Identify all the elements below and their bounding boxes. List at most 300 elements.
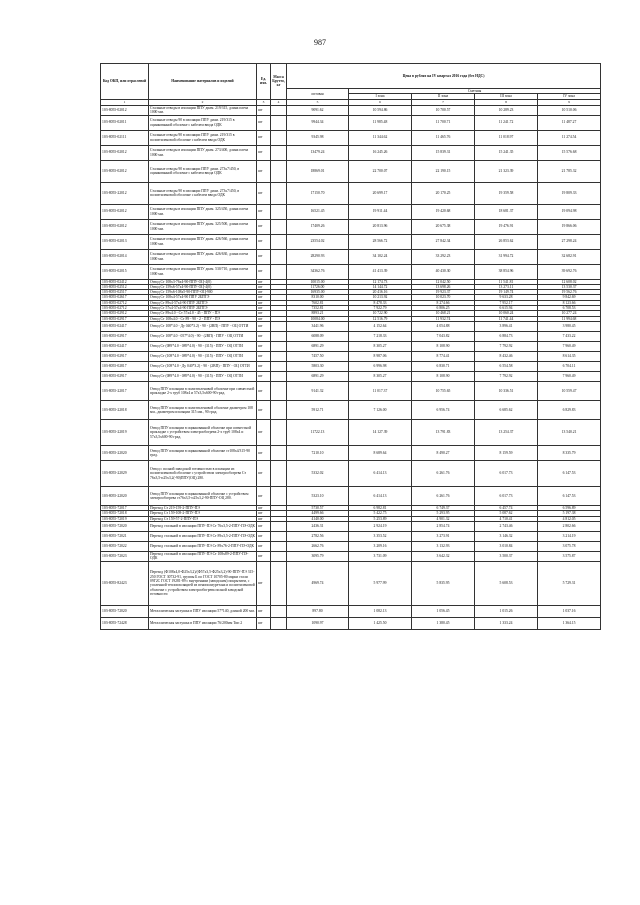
row-zone-2-price: 8 274.66 [412,300,475,305]
price-table [100,63,601,630]
row-unit: шт [257,295,271,300]
row-code: 103-8055-02817 [101,361,149,371]
row-unit: шт [257,521,271,531]
row-unit: шт [257,341,271,351]
row-zone-3-price: 19 476.91 [475,219,538,234]
row-mass [271,361,287,371]
row-zone-1-price: 34 102.24 [349,249,412,264]
row-zone-4-price: 32 682.91 [538,249,601,264]
table-row [101,341,601,351]
row-name: Стальные отводы 90 в изоляции ППУ диам. 219/315 в оцинкованной оболочке с кабелем ввода ОДК [149,115,257,130]
row-zone-3-price: 5 087.62 [475,511,538,516]
table-row [101,115,601,130]
row-zone-2-price: 6 956.74 [412,400,475,419]
row-zone-3-price: 6 884.73 [475,331,538,341]
row-zone-4-price: 8 614.35 [538,351,601,361]
row-zone-2-price: 8 490.27 [412,445,475,460]
row-zone-2-price: 6 806.25 [412,306,475,311]
row-zone-1-price: 3 353.52 [349,531,412,541]
row-zone-4-price: 7 433.22 [538,331,601,341]
row-wholesale-price: 11726.00 [287,284,349,289]
row-zone-2-price: 33 292.23 [412,249,475,264]
row-zone-2-price: 3 273.91 [412,531,475,541]
row-code: 103-8055-02013 [101,234,149,249]
row-zone-3-price: 3 896.41 [475,321,538,331]
row-unit: шт [257,551,271,561]
row-mass [271,617,287,629]
row-mass [271,351,287,361]
row-zone-3-price: 18 681.37 [475,204,538,219]
row-zone-1-price: 6 414.13 [349,486,412,505]
row-zone-3-price: 11 241.72 [475,115,538,130]
row-zone-3-price: 7 792.92 [475,341,538,351]
row-zone-3-price: 9 633.28 [475,295,538,300]
row-zone-1-price: 6 996.98 [349,361,412,371]
row-zone-1-price: 5 977.99 [349,561,412,605]
row-zone-3-price: 10 289.23 [475,105,538,115]
col-number: 8 [475,99,538,105]
table-row [101,551,601,561]
row-wholesale-price: 9345.98 [287,130,349,145]
row-zone-1-price: 6 982.81 [349,505,412,510]
row-zone-1-price: 10 213.92 [349,295,412,300]
col-number: 1 [101,99,149,105]
row-code: 103-8055-22029 [101,460,149,486]
row-mass [271,486,287,505]
row-zone-3-price: 26 853.62 [475,234,538,249]
row-code: 103-8055-02917 [101,371,149,381]
row-zone-3-price: 11 541.81 [475,279,538,284]
header-zone-1: I зона [349,94,412,99]
row-zone-3-price: 6 615.94 [475,306,538,311]
row-wholesale-price: 7457.50 [287,351,349,361]
row-zone-2-price: 5 835.95 [412,561,475,605]
row-code: 103-8055-02512 [101,284,149,289]
row-name: Отвод Ст (089*4.0 - 089*4.0) - 90 - (315) - ППУ - ОЦ ОТТИ [149,341,257,351]
row-zone-2-price: 13 791.83 [412,419,475,445]
row-zone-4-price: 39 692.76 [538,264,601,279]
row-mass [271,264,287,279]
row-mass [271,130,287,145]
row-code: 103-8055-02917 [101,316,149,321]
row-unit: шт [257,115,271,130]
row-zone-4-price: 6 829.83 [538,400,601,419]
header-price-title: Цена в рублях на IV квартал 2016 года (без НДС) [287,64,601,89]
row-zone-3-price: 8 159.59 [475,445,538,460]
row-zone-1-price: 14 144.72 [349,284,412,289]
row-mass [271,445,287,460]
row-code: 103-8055-02015 [101,264,149,279]
row-name: Стальные отводы 90 в изоляции ППУ диам. 273х7/450, в полиэтиленовой оболочке с кабелем ввода ОДК [149,182,257,204]
row-mass [271,551,287,561]
row-unit: шт [257,105,271,115]
row-zone-1-price: 8 689.64 [349,445,412,460]
row-zone-1-price: 19 911.44 [349,204,412,219]
row-unit: шт [257,145,271,160]
row-zone-1-price: 20 813.96 [349,219,412,234]
row-name: Стальные отводы в изоляции ППУ диам. 273/400, длина плеча 1000 мм. [149,145,257,160]
row-wholesale-price: 4140.00 [287,516,349,521]
row-unit: шт [257,130,271,145]
row-zone-4-price: 6 596.89 [538,505,601,510]
row-zone-3-price: 11 741.44 [475,316,538,321]
table-row [101,160,601,182]
row-code: 103-8055-72017 [101,505,149,510]
row-zone-1-price: 8 305.27 [349,371,412,381]
row-unit: шт [257,516,271,521]
row-wholesale-price: 2662.76 [287,541,349,551]
row-zone-4-price: 6 708.53 [538,306,601,311]
row-unit: шт [257,234,271,249]
row-zone-3-price: 7 792.92 [475,371,538,381]
row-code: 103-8055-22018 [101,400,149,419]
row-mass [271,341,287,351]
row-name: Переход стальной в изоляции ППУ-ПЭ Ст 89х3,5-2-ППУ-ПЭ-ОДК [149,531,257,541]
table-row [101,219,601,234]
row-zone-1-price: 2 924.19 [349,521,412,531]
row-unit: шт [257,290,271,295]
row-zone-2-price: 5 293.95 [412,511,475,516]
table-row [101,331,601,341]
table-row [101,130,601,145]
row-zone-1-price: 7 218.33 [349,331,412,341]
row-zone-1-price: 1 425.50 [349,617,412,629]
row-unit: шт [257,486,271,505]
row-unit: шт [257,331,271,341]
row-unit: шт [257,204,271,219]
row-zone-4-price: 27 298.24 [538,234,601,249]
row-code: 103-8055-72022 [101,541,149,551]
table-row [101,234,601,249]
row-wholesale-price: 5912.71 [287,400,349,419]
row-zone-1-price: 12 516.79 [349,316,412,321]
row-code: 103-8055-02417 [101,341,149,351]
row-zone-2-price: 13 698.26 [412,284,475,289]
row-mass [271,541,287,551]
row-unit: шт [257,419,271,445]
row-zone-2-price: 8 108.90 [412,341,475,351]
row-zone-4-price: 9 842.69 [538,295,601,300]
row-name: Стальные отводы в изоляции ППУ диам. 426/630, длина плеча 1000 мм. [149,249,257,264]
row-zone-3-price: 21 323.39 [475,160,538,182]
row-zone-1-price: 4 152.64 [349,321,412,331]
row-wholesale-price: 9091.62 [287,105,349,115]
row-wholesale-price: 5323.10 [287,486,349,505]
row-wholesale-price: 5803.30 [287,361,349,371]
row-name: Отвод Ст 108х4.0 - Ст 89 - 90 - 2 - ППУ - ПЭ [149,316,257,321]
row-zone-3-price: 13 254.37 [475,419,538,445]
row-zone-1-price: 7 922.79 [349,306,412,311]
row-zone-4-price: 7 960.49 [538,371,601,381]
row-zone-2-price: 22 190.15 [412,160,475,182]
header-mass: Масса Брутто, кг [271,64,287,100]
table-row [101,204,601,219]
row-mass [271,249,287,264]
row-name: Отвод ППУ изоляции в полиэтиленовой оболочке при совместной прокладке 2-х труб 108х4 и 57х3,5х600-90 град. [149,381,257,400]
row-zone-3-price: 19 359.58 [475,182,538,204]
row-zone-2-price: 19 923.37 [412,290,475,295]
row-code: 103-8055-72020 [101,605,149,617]
row-zone-4-price: 6 704.11 [538,361,601,371]
row-name: Стальные отводы в изоляции ППУ диам. 325/500, длина плеча 1000 мм. [149,219,257,234]
header-name: Наименование материалов и изделий [149,64,257,100]
row-code: 103-8055-02917 [101,351,149,361]
row-code: 103-8055-22020 [101,486,149,505]
row-wholesale-price: 3441.96 [287,321,349,331]
row-zone-1-price: 28 566.72 [349,234,412,249]
row-name: Стальные отводы в изоляции ППУ диам. 325/450, длина плеча 1000 мм. [149,204,257,219]
row-zone-1-price: 20 699.17 [349,182,412,204]
row-zone-2-price: 20 675.38 [412,219,475,234]
row-name: Отвод с полной заводской готовностью в изоляции из полиэтиленовой оболочке с устройством электрообогрева Ст 76х3,5-п25х3,2(-90)ППУ(ОЦ) 280. [149,460,257,486]
row-name: Переход стальной в изоляции ППУ-ПЭ Ст 89х76-2-ППУ-ПЭ-ОДК [149,541,257,551]
row-wholesale-price: 4969.74 [287,561,349,605]
row-zone-1-price: 20 416.16 [349,290,412,295]
row-zone-2-price: 10 468.21 [412,311,475,316]
row-zone-2-price: 7 043.82 [412,331,475,341]
col-number: 9 [538,99,601,105]
row-code: 103-8055-02712 [101,306,149,311]
row-zone-3-price: 15 241.35 [475,145,538,160]
row-name: Отвод ППУ изоляции в оцинкованной оболочке ст108х4/315-90 град. [149,445,257,460]
table-row [101,361,601,371]
row-name: Отвод Ст 159х6-108х5-90-ППУ-ОЦ-900 [149,290,257,295]
row-name: Стальные отводы 90 в изоляции ППУ диам. 219/315 в полиэтиленовой оболочке с кабелем ввода ОДК [149,130,257,145]
row-wholesale-price: 10015.00 [287,279,349,284]
row-zone-3-price: 2 743.46 [475,521,538,531]
row-mass [271,219,287,234]
row-mass [271,331,287,341]
row-zone-2-price: 19 420.68 [412,204,475,219]
table-row [101,351,601,361]
row-zone-2-price: 1 380.45 [412,617,475,629]
row-unit: шт [257,311,271,316]
row-zone-4-price: 19 866.06 [538,219,601,234]
row-unit: шт [257,284,271,289]
row-zone-3-price: 3 146.32 [475,531,538,541]
table-row [101,531,601,541]
row-unit: шт [257,264,271,279]
col-number: 5 [287,99,349,105]
row-unit: шт [257,605,271,617]
row-mass [271,160,287,182]
table-row [101,521,601,531]
table-row [101,605,601,617]
row-code: 103-8055-02417 [101,321,149,331]
row-mass [271,204,287,219]
table-body [101,105,601,629]
row-zone-4-price: 13 540.21 [538,419,601,445]
row-wholesale-price: 13479.24 [287,145,349,160]
row-zone-2-price: 3 642.32 [412,551,475,561]
row-name: Отвод ППУ изоляции в оцинкованной оболочке при совместной прокладке с устройством электрообогрева 2-х труб 108х4 и 57х3,5х600-90 град. [149,419,257,445]
row-code: 103-8055-02012 [101,145,149,160]
row-mass [271,419,287,445]
row-zone-1-price: 5 422.75 [349,511,412,516]
row-zone-3-price: 1 015.26 [475,605,538,617]
row-wholesale-price: 28290.93 [287,249,349,264]
row-code: 103-8055-02012 [101,204,149,219]
page-number: 987 [314,38,326,47]
col-number: 2 [149,99,257,105]
row-wholesale-price: 9141.32 [287,381,349,400]
row-wholesale-price: 17150.70 [287,182,349,204]
row-zone-3-price: 3 500.37 [475,551,538,561]
row-zone-4-price: 10 559.47 [538,381,601,400]
row-unit: шт [257,249,271,264]
header-zone-3: III зона [475,94,538,99]
row-zone-3-price: 5 608.53 [475,561,538,605]
row-name: Отвод Ст 108х3-76х4-90-ППУ-ОЦ-4(0) [149,279,257,284]
row-zone-3-price: 6 554.58 [475,361,538,371]
row-zone-1-price: 11 985.48 [349,115,412,130]
table-row [101,321,601,331]
row-code: 103-8055-22019 [101,419,149,445]
row-zone-4-price: 8 123.66 [538,300,601,305]
row-unit: шт [257,400,271,419]
row-zone-2-price: 6 261.76 [412,486,475,505]
row-wholesale-price: 18869.01 [287,160,349,182]
table-row [101,460,601,486]
row-name: Отвод Ст 57х4-57х4-90 ППУ 2БПТЭ [149,306,257,311]
row-wholesale-price: 8310.00 [287,295,349,300]
row-zone-3-price: 7 952.17 [475,300,538,305]
row-zone-4-price: 5 197.38 [538,511,601,516]
row-unit: шт [257,160,271,182]
table-row [101,486,601,505]
row-unit: шт [257,541,271,551]
row-zone-4-price: 3 075.78 [538,541,601,551]
row-name: Металлическая заглушка в ППУ изоляции 57*140, длиной 200 мм. [149,605,257,617]
table-row [101,182,601,204]
col-number: 6 [349,99,412,105]
table-row [101,145,601,160]
row-zone-4-price: 1 364.15 [538,617,601,629]
row-wholesale-price: 2436.31 [287,521,349,531]
row-name: Стальные отводы в изоляции ППУ диам. 219/315, длина плеча 1000 мм. [149,105,257,115]
row-unit: шт [257,617,271,629]
row-zone-3-price: 31 994.72 [475,249,538,264]
row-zone-2-price: 10 023.70 [412,295,475,300]
row-code: 103-8055-02517 [101,290,149,295]
row-code: 103-8055-02917 [101,331,149,341]
row-mass [271,531,287,541]
row-zone-1-price: 10 594.86 [349,105,412,115]
row-zone-1-price: 11 017.37 [349,381,412,400]
row-wholesale-price: 10084.00 [287,316,349,321]
row-unit: шт [257,460,271,486]
row-wholesale-price: 7602.81 [287,300,349,305]
row-zone-1-price: 41 413.39 [349,264,412,279]
row-mass [271,400,287,419]
row-unit: шт [257,371,271,381]
row-name: Отвод Ст (108*4.0 - 089*4.0) - 90 - (315) - ППУ - ОЦ ОТТИ [149,351,257,361]
row-unit: шт [257,182,271,204]
row-zone-2-price: 8 108.90 [412,371,475,381]
row-code: 103-8055-02912 [101,311,149,316]
row-zone-1-price: 10 722.90 [349,311,412,316]
row-unit: шт [257,219,271,234]
row-zone-4-price: 21 785.32 [538,160,601,182]
row-zone-4-price: 11 487.27 [538,115,601,130]
row-name: Отвод Ст (108*4.0 - Ду 040*3.2) - 90 - (2ВП) - ППУ - ОЦ ОТТИ [149,361,257,371]
row-zone-4-price: 6 147.53 [538,460,601,486]
row-zone-1-price: 8 478.33 [349,300,412,305]
row-zone-1-price: 5 253.89 [349,516,412,521]
row-name: Стальные отводы в изоляции ППУ диам. 426/560, длина плеча 1000 мм. [149,234,257,249]
row-mass [271,561,287,605]
row-code: 103-8055-72018 [101,511,149,516]
row-zone-3-price: 13 273.11 [475,284,538,289]
row-zone-1-price: 1 082.13 [349,605,412,617]
row-wholesale-price: 7352.81 [287,306,349,311]
row-unit: шт [257,561,271,605]
row-zone-1-price: 16 245.26 [349,145,412,160]
row-zone-1-price: 8 987.06 [349,351,412,361]
row-name: Металлическая заглушка в ППУ изоляции 76/200мм Тип 2 [149,617,257,629]
row-zone-4-price: 19 094.98 [538,204,601,219]
row-name: Отвод Ст 159х6-57х4-90-ППУ-ОЦ-4(0) [149,284,257,289]
row-wholesale-price: 2782.56 [287,531,349,541]
row-name: Переход Ст 219-159-2-ППУ-ПЭ [149,505,257,510]
row-name: Отвод ППУ изоляции в полиэтиленовой оболочке диаметром 108 мм., диаметром изоляции 315 мм., 90 град. [149,400,257,419]
table-row [101,400,601,419]
row-zone-1-price: 11 344.62 [349,130,412,145]
row-unit: шт [257,321,271,331]
table-row [101,105,601,115]
row-zone-3-price: 11 018.97 [475,130,538,145]
row-unit: шт [257,351,271,361]
col-number: 3 [257,99,271,105]
row-zone-2-price: 4 901.32 [412,516,475,521]
row-wholesale-price: 17409.26 [287,219,349,234]
row-code: 103-8055-02011 [101,115,149,130]
row-name: Отвод Ст 108*4.0 - Ду 040*3.2) - 90 - (2ВП) - ППУ - ОЦ ОТТИ [149,321,257,331]
table-row [101,561,601,605]
row-zone-2-price: 20 170.25 [412,182,475,204]
row-code: 103-8055-82423 [101,561,149,605]
row-unit: шт [257,361,271,371]
row-name: Отвод Ст 108х4-57х4-90 ППУ 2БПТЭ [149,295,257,300]
row-zone-2-price: 6 261.76 [412,460,475,486]
row-zone-4-price: 10 277.24 [538,311,601,316]
row-mass [271,381,287,400]
header-zone-2: II зона [412,94,475,99]
row-zone-2-price: 1 056.45 [412,605,475,617]
row-zone-4-price: 19 809.33 [538,182,601,204]
row-zone-1-price: 14 127.39 [349,419,412,445]
row-name: Стальные отводы в изоляции ППУ диам. 530/710, длина плеча 1000 мм. [149,264,257,279]
row-zone-4-price: 11 274.54 [538,130,601,145]
row-zone-3-price: 10 336.51 [475,381,538,400]
row-mass [271,321,287,331]
row-mass [271,371,287,381]
row-zone-4-price: 5 729.31 [538,561,601,605]
row-zone-4-price: 15 576.68 [538,145,601,160]
row-zone-1-price: 22 700.07 [349,160,412,182]
row-code: 103-8055-02712 [101,300,149,305]
row-zone-4-price: 11 994.68 [538,316,601,321]
row-zone-3-price: 4 710.41 [475,516,538,521]
row-name: Переход Ст 159-57-2-ППУ-ПЭ [149,516,257,521]
row-wholesale-price: 23554.02 [287,234,349,249]
row-zone-2-price: 3 132.93 [412,541,475,551]
row-unit: шт [257,316,271,321]
row-code: 103-8055-02617 [101,295,149,300]
row-zone-4-price: 3 575.87 [538,551,601,561]
row-code: 103-8055-02412 [101,279,149,284]
row-code: 103-8055-22020 [101,445,149,460]
